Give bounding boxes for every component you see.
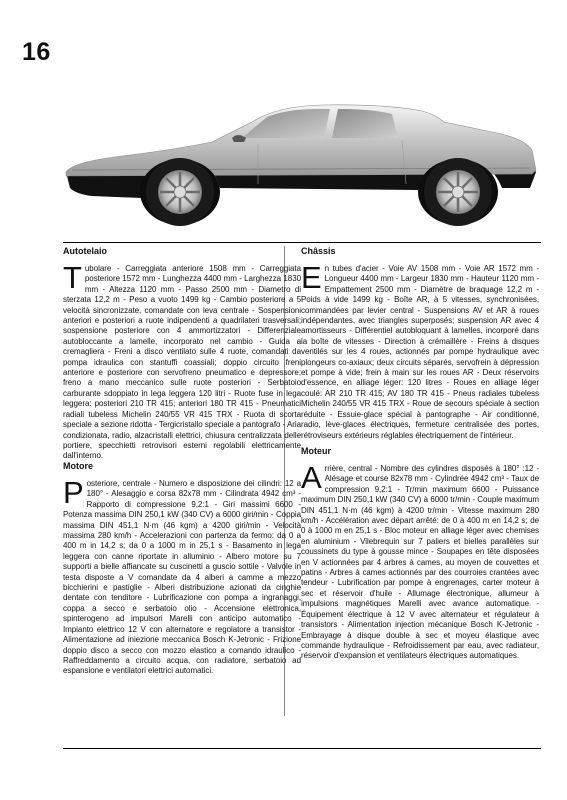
section-autotelaio <box>63 246 301 462</box>
car-illustration <box>62 100 538 230</box>
left-column-bottom-rule <box>63 748 303 749</box>
section-heading: Moteur <box>301 446 331 456</box>
section-heading: Châssis <box>301 246 336 256</box>
section-motore <box>63 461 301 677</box>
drop-cap: P <box>63 475 84 510</box>
section-text: ubolare - Carreggiata anteriore 1508 mm - Carreggiata posteriore 1572 mm - Lunghezza 4400 mm - Larghezza 1830 mm - Altezza 1120 mm - Passo 2500 mm - Diametro di sterzata 12,2 m - Peso a vuoto 1499 kg - Cambio posteriore a 5 velocità sincronizzate, comandate con leva centrale - Sospensioni anteriori e posteriori a ruote indipendenti a quadrilateri trasversali; sospensione posteriore con 4 ammortizzatori - Differenziale autobloccante a lamelle, incorporato nel cambio - Guida a cremagliera - Freni a disco ventilato sulle 4 ruote, comandati da pompa idraulica con stantuffi coassiali; doppio circuito freni anteriore e posteriore con servofreno pneumatico e depressore; freno a mano meccanico sulle ruote posteriori - Serbatoio carburante sdoppiato in lega leggera 120 litri - Ruote fuse in lega leggera: posteriori 210 TR 415; anteriori 180 TR 415 - Pneumatici radiali tubeless Michelin 240/55 VR 415 TRX - Ruota di scorta speciale a sezione ridotta - Tergicristallo speciale a pantografo - Aria condizionata, radio, alzacristalli elettrici, chiusura centralizzata delle portiere, specchietti retrovisori esterni regolabili elettricamente dall'interno. <box>63 264 301 461</box>
right-column-bottom-rule <box>301 748 541 749</box>
section-text: rrière, central - Nombre des cylindres disposés à 180° :12 - Alésage et course 82x78 mm - Cylindrée 4942 cm³ - Taux de compression 9,2:1 - Tr/min maximum 6600 - Puissance maximum DIN 250,1 kW (340 CV) à 6000 tr/min - Couple maximum DIN 451,1 N·m (46 kgm) à 4200 tr/min - Vitesse maximum 280 km/h - Accélération avec départ arrêté: de 0 à 400 m en 14,2 s; de 0 à 1000 m en 25,1 s - Bloc moteur en alliage léger avec chemises en aluminium - Vilebrequin sur 7 paliers et bielles parallèles sur coussinets du type à gousse mince - Soupapes en tête disposées en V actionnées par 4 arbres à cames, au moyen de couvettes et patins - Arbres à cames actionnés par des courroies crantées avec tendeur - Lubrification par pompe à engrenages, carter moteur à sec et réservoir d'huile - Allumage électronique, allumeur à impulsions magnétiques Marelli avec avance automatique - Équipement électrique à 12 V avec alternateur et régulateur à transistors - Alimentation injection mécanique Bosch K-Jetronic - Embrayage à disque double à sec et moyeu élastique avec commande hydraulique - Refroidissement par eau, avec radiateur, réservoir d'expansion et ventilateurs électriques automatiques. <box>301 464 539 661</box>
section-heading: Motore <box>63 461 93 471</box>
section-moteur <box>301 446 539 662</box>
drop-cap: E <box>301 260 322 295</box>
section-body <box>301 460 539 662</box>
section-text: osteriore, centrale - Numero e disposizione dei cilindri: 12 a 180° - Alesaggio e corsa 82x78 mm - Cilindrata 4942 cm³ - Rapporto di compressione 9,2:1 - Giri massimi 6600 - Potenza massima DIN 250,1 kW (340 CV) a 6000 giri/min - Coppia massima DIN 451,1 N·m (46 kgm) a 4200 giri/min - Velocità massima 280 km/h - Accelerazioni con partenza da fermo: da 0 a 400 m in 14,2 s; da 0 a 1000 m in 25,1 s - Basamento in lega leggera con canne riportate in alluminio - Albero motore su 7 supporti a bielle affiancate su cuscinetti a guscio sottile - Valvole in testa disposte a V comandate da 4 alberi a camme a mezzo bicchierini e pastiglie - Alberi distribuzione azionati da cinghie dentate con tenditore - Lubrificazione con pompa a ingranaggi, coppa a secco e serbatoio olio - Accensione elettronica, spinterogeno ad impulsori Marelli con anticipo automatico - Impianto elettrico 12 V con alternatore e regolatore a transistor - Alimentazione ad iniezione meccanica Bosch K-Jetronic - Frizione doppio disco a secco con mozzo elastico a comando idraulico - Raffreddamento a circuito acqua, con radiatore, serbatoio ad espansione e ventilatori elettrici automatici. <box>63 479 301 676</box>
section-body <box>63 260 301 462</box>
page-number: 16 <box>22 38 51 66</box>
drop-cap: A <box>301 460 322 495</box>
section-body <box>63 475 301 677</box>
left-column-top-rule <box>63 242 303 243</box>
section-text: n tubes d'acier - Voie AV 1508 mm - Voie AR 1572 mm - Longueur 4400 mm - Largeur 1830 mm - Hauteur 1120 mm - Empattement 2500 mm - Diamètre de braquage 12,2 m - Poids à vide 1499 kg - Boîte AR, à 5 vitesses, synchronisées, commandées par levier central - Suspensions AV et AR à roues indépendantes, avec triangles superposés; suspension AR avec 4 amortisseurs - Différentiel autobloquant à lamelles, incorporé dans la boîte de vitesses - Direction à crémaillère - Freins à disques ventilés sur les 4 roues, actionnés par pompe hydraulique avec plongeurs co-axiaux; deux circuits séparés, servofrein à dépression et pompe à vide; frein à main sur les roues AR - Deux réservoirs d'essence, en alliage léger: 120 litres - Roues en alliage léger coulé: AR 210 TR 415; AV 180 TR 415 - Pneus radiales tubeless Michelin 240/55 VR 415 TRX - Roue de secours spéciale à section réduite - Essuie-glace spécial à pantographe - Air conditionné, radio, lève-glaces électriques, fermeture centralisée des portes, rétroviseurs extérieurs réglables électriquement de l'intérieur. <box>301 264 539 440</box>
section-body <box>301 260 539 441</box>
drop-cap: T <box>63 260 82 295</box>
section-heading: Autotelaio <box>63 246 107 256</box>
right-column-top-rule <box>301 242 541 243</box>
section-chassis <box>301 246 539 441</box>
